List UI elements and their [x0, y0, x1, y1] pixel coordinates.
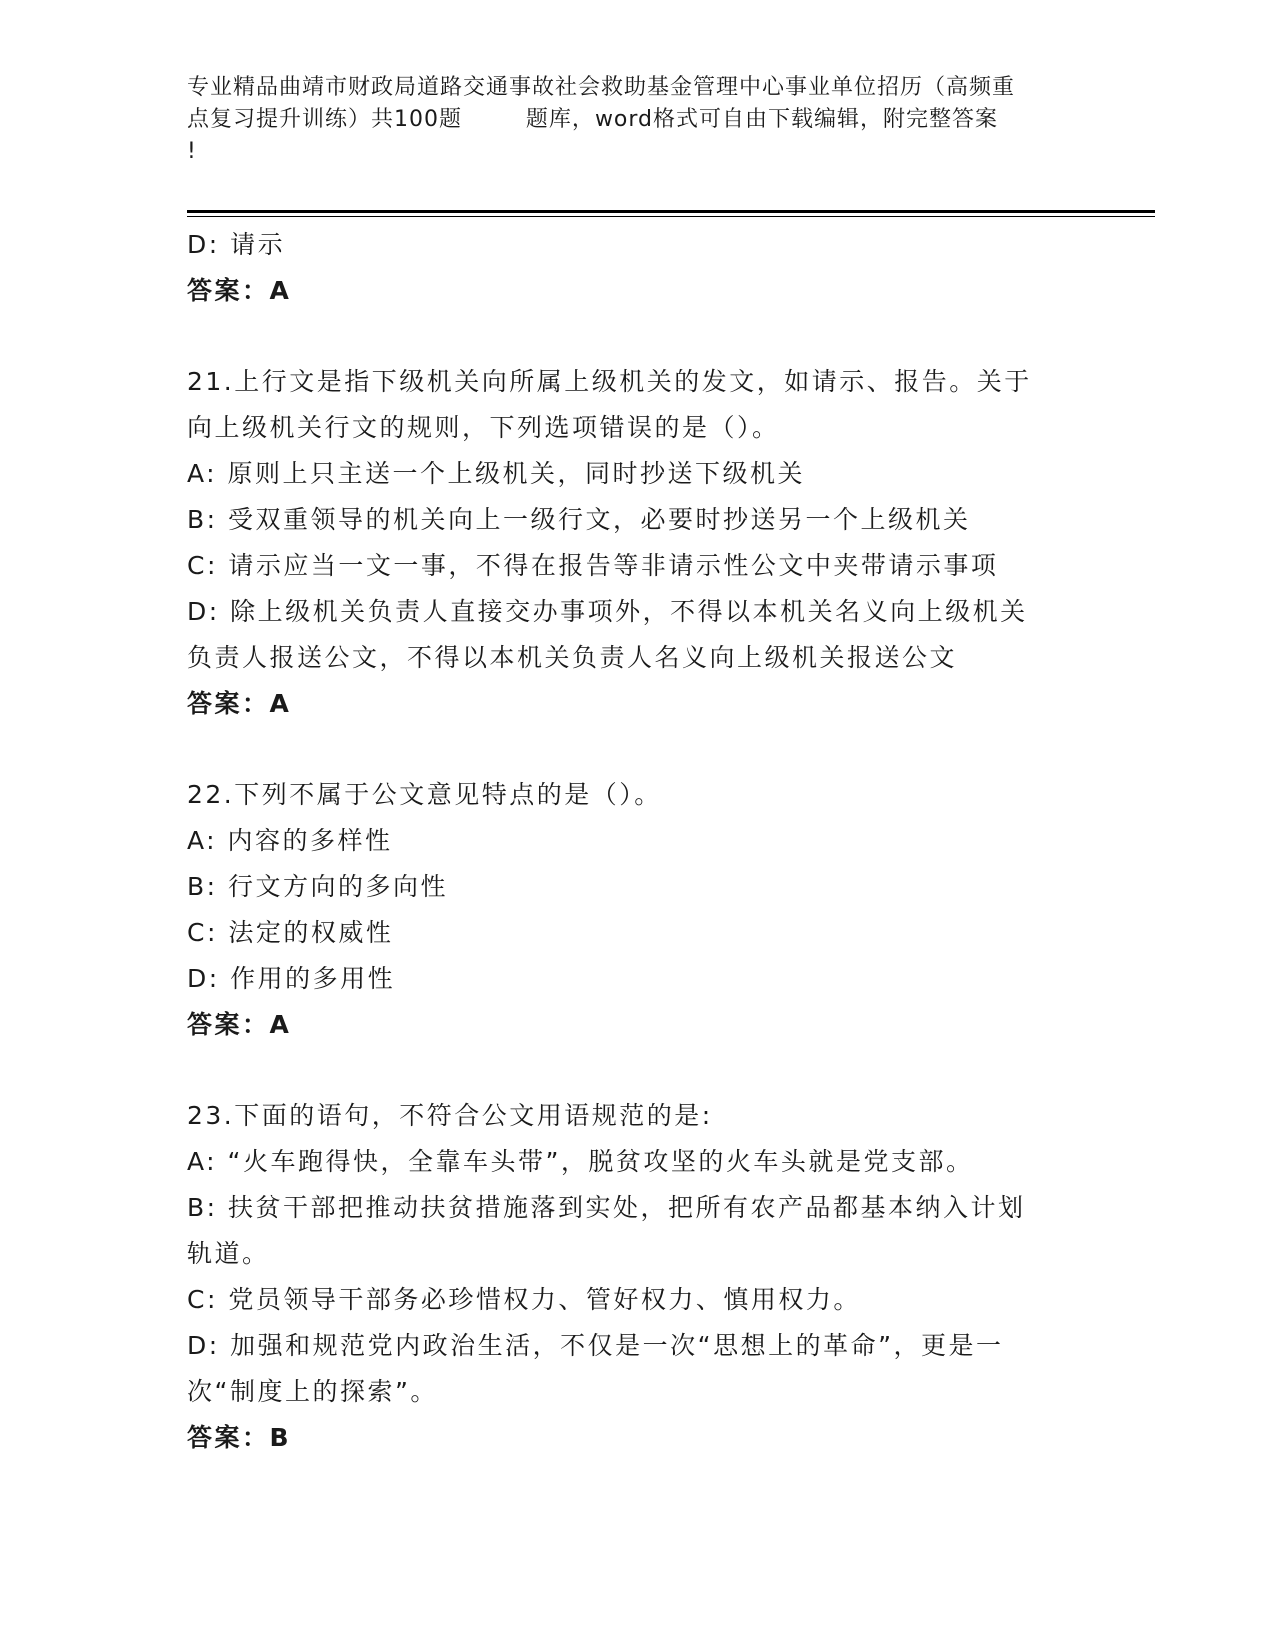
q21-stem-line-2: 向上级机关行文的规则，下列选项错误的是（）。 [187, 413, 780, 442]
q22-option-b: B: 行文方向的多向性 [187, 872, 449, 901]
document-header [187, 72, 1087, 168]
header-line-2: 点复习提升训练）共100题 题库，word格式可自由下载编辑，附完整答案 [187, 107, 999, 132]
spacer [187, 314, 1087, 359]
q21-stem-line-1: 21.上行文是指下级机关向所属上级机关的发文，如请示、报告。关于 [187, 367, 1032, 396]
q21-option-c: C: 请示应当一文一事，不得在报告等非请示性公文中夹带请示事项 [187, 551, 999, 580]
q23-option-a: A: “火车跑得快，全靠车头带”，脱贫攻坚的火车头就是党支部。 [187, 1147, 974, 1176]
question-23 [187, 1093, 1087, 1461]
q21-option-d-line-2: 负责人报送公文，不得以本机关负责人名义向上级机关报送公文 [187, 643, 958, 672]
q23-option-b-line-1: B: 扶贫干部把推动扶贫措施落到实处，把所有农产品都基本纳入计划 [187, 1193, 1026, 1222]
question-21 [187, 359, 1087, 727]
q22-option-d: D: 作用的多用性 [187, 964, 396, 993]
header-divider-thick [187, 210, 1155, 213]
q22-option-a: A: 内容的多样性 [187, 826, 393, 855]
q21-option-b: B: 受双重领导的机关向上一级行文，必要时抄送另一个上级机关 [187, 505, 971, 534]
q22-answer: 答案：A [187, 1010, 292, 1039]
q23-option-c: C: 党员领导干部务必珍惜权力、管好权力、慎用权力。 [187, 1285, 861, 1314]
q21-answer: 答案：A [187, 689, 292, 718]
prev-option-d: D: 请示 [187, 230, 286, 259]
header-line-1: 专业精品曲靖市财政局道路交通事故社会救助基金管理中心事业单位招历（高频重 [187, 75, 1016, 100]
q23-option-b-line-2: 轨道。 [187, 1239, 270, 1268]
q21-option-a: A: 原则上只主送一个上级机关，同时抄送下级机关 [187, 459, 806, 488]
header-divider-thin [187, 216, 1155, 217]
q22-stem: 22.下列不属于公文意见特点的是（）。 [187, 780, 662, 809]
prev-answer: 答案：A [187, 276, 292, 305]
q21-option-d-line-1: D: 除上级机关负责人直接交办事项外，不得以本机关名义向上级机关 [187, 597, 1028, 626]
q23-option-d-line-2: 次“制度上的探索”。 [187, 1377, 438, 1406]
header-line-3: ! [187, 139, 197, 164]
spacer [187, 727, 1087, 772]
question-22 [187, 772, 1087, 1048]
q22-option-c: C: 法定的权威性 [187, 918, 394, 947]
q23-answer: 答案：B [187, 1423, 292, 1452]
spacer [187, 1048, 1087, 1093]
question-content [187, 222, 1087, 1461]
q23-option-d-line-1: D: 加强和规范党内政治生活，不仅是一次“思想上的革命”，更是一 [187, 1331, 1004, 1360]
q23-stem: 23.下面的语句，不符合公文用语规范的是: [187, 1101, 713, 1130]
